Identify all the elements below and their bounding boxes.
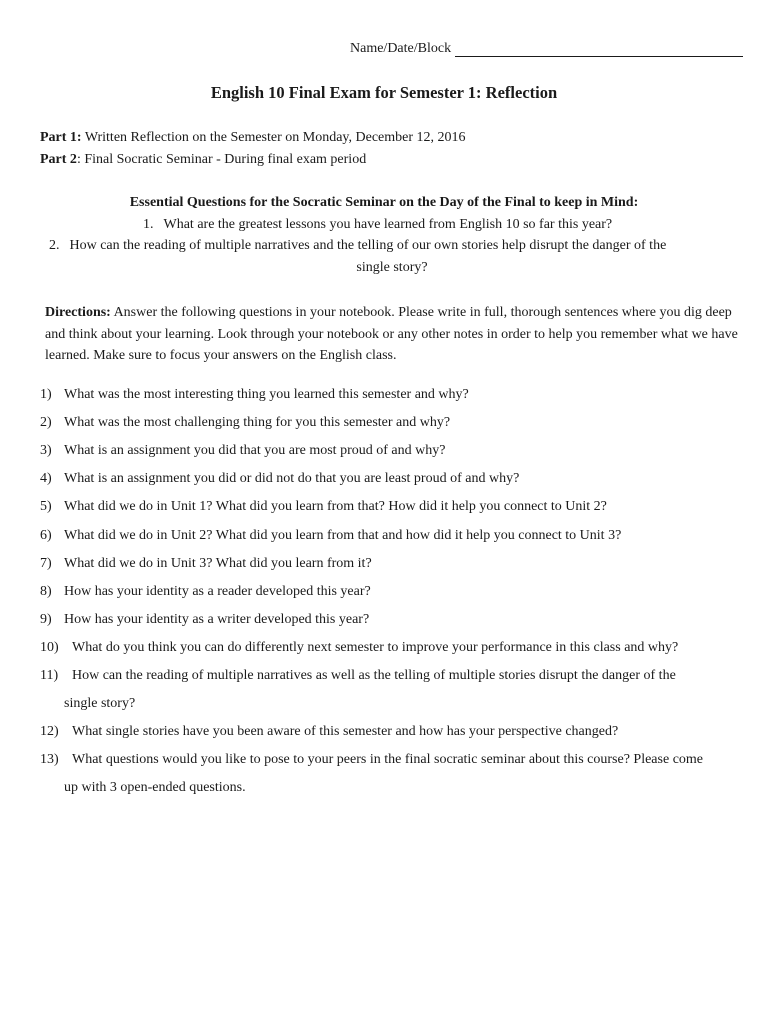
question-text: What single stories have you been aware of this semester and how has your perspective changed? [72,724,619,739]
question-item [40,634,756,662]
part-2-label: Part 2 [40,152,77,167]
question-text: How can the reading of multiple narratives as well as the telling of multiple stories disrupt the danger of the [72,668,676,683]
question-item [40,550,756,578]
question-text: What was the most interesting thing you learned this semester and why? [64,387,469,402]
question-item [40,578,756,606]
question-number: 10) [40,640,59,655]
directions-paragraph [45,302,745,367]
essential-question-2 [49,238,666,254]
question-text: How has your identity as a writer developed this year? [64,612,370,627]
essential-question-2-text: How can the reading of multiple narratives and the telling of our own stories help disrupt the danger of the [69,238,667,253]
essential-question-1 [143,217,612,233]
directions-text: Answer the following questions in your notebook. Please write in full, thorough sentences where you dig deep and think about your learning. Look through your notebook or any other notes in order to help you remember what we have learned. Make sure to focus your answers on the English class. [45,305,738,363]
question-number: 5) [40,499,52,514]
question-number: 9) [40,612,52,627]
part-1-label: Part 1: [40,130,82,145]
part-1-line [40,130,466,146]
question-text: How has your identity as a reader developed this year? [64,584,371,599]
essential-questions-heading: Essential Questions for the Socratic Seminar on the Day of the Final to keep in Mind: [129,195,639,210]
question-item [40,409,756,437]
question-continuation: single story? [64,696,136,711]
question-number: 4) [40,471,52,486]
question-number: 13) [40,752,59,767]
question-text: What do you think you can do differently next semester to improve your performance in this class and why? [72,640,679,655]
question-item [40,437,756,465]
question-text: What was the most challenging thing for you this semester and why? [64,415,451,430]
part-1-text: Written Reflection on the Semester on Monday, December 12, 2016 [81,130,466,145]
question-text: What is an assignment you did that you are most proud of and why? [64,443,446,458]
question-item [40,718,756,746]
question-item [40,465,756,493]
question-number: 8) [40,584,52,599]
question-number: 1) [40,387,52,402]
question-item [40,522,756,550]
question-number: 7) [40,556,52,571]
question-number: 12) [40,724,59,739]
document-title: English 10 Final Exam for Semester 1: Reflection [210,83,558,102]
essential-question-2-number: 2. [49,238,60,253]
essential-question-2-continuation: single story? [356,260,428,275]
question-continuation: up with 3 open-ended questions. [64,780,246,795]
part-2-line [40,152,366,168]
question-item [40,746,756,802]
question-number: 3) [40,443,52,458]
essential-question-1-text: What are the greatest lessons you have learned from English 10 so far this year? [163,217,613,232]
name-blank-underline [455,42,743,57]
question-text: What did we do in Unit 1? What did you learn from that? How did it help you connect to Unit 2? [64,499,607,514]
question-item [40,662,756,718]
question-text: What questions would you like to pose to your peers in the final socratic seminar about this course? Please come [72,752,704,767]
question-item [40,606,756,634]
question-number: 11) [40,668,59,683]
essential-question-1-number: 1. [143,217,154,232]
question-number: 2) [40,415,52,430]
question-text: What did we do in Unit 2? What did you learn from that and how did it help you connect to Unit 3? [64,528,622,543]
name-date-block-line [350,41,743,57]
question-number: 6) [40,528,52,543]
question-text: What did we do in Unit 3? What did you learn from it? [64,556,372,571]
part-2-text: : Final Socratic Seminar - During final exam period [76,152,367,167]
question-item [40,493,756,521]
directions-label: Directions: [45,305,111,320]
question-item [40,381,756,409]
name-date-block-label: Name/Date/Block [350,41,452,56]
question-text: What is an assignment you did or did not do that you are least proud of and why? [64,471,520,486]
